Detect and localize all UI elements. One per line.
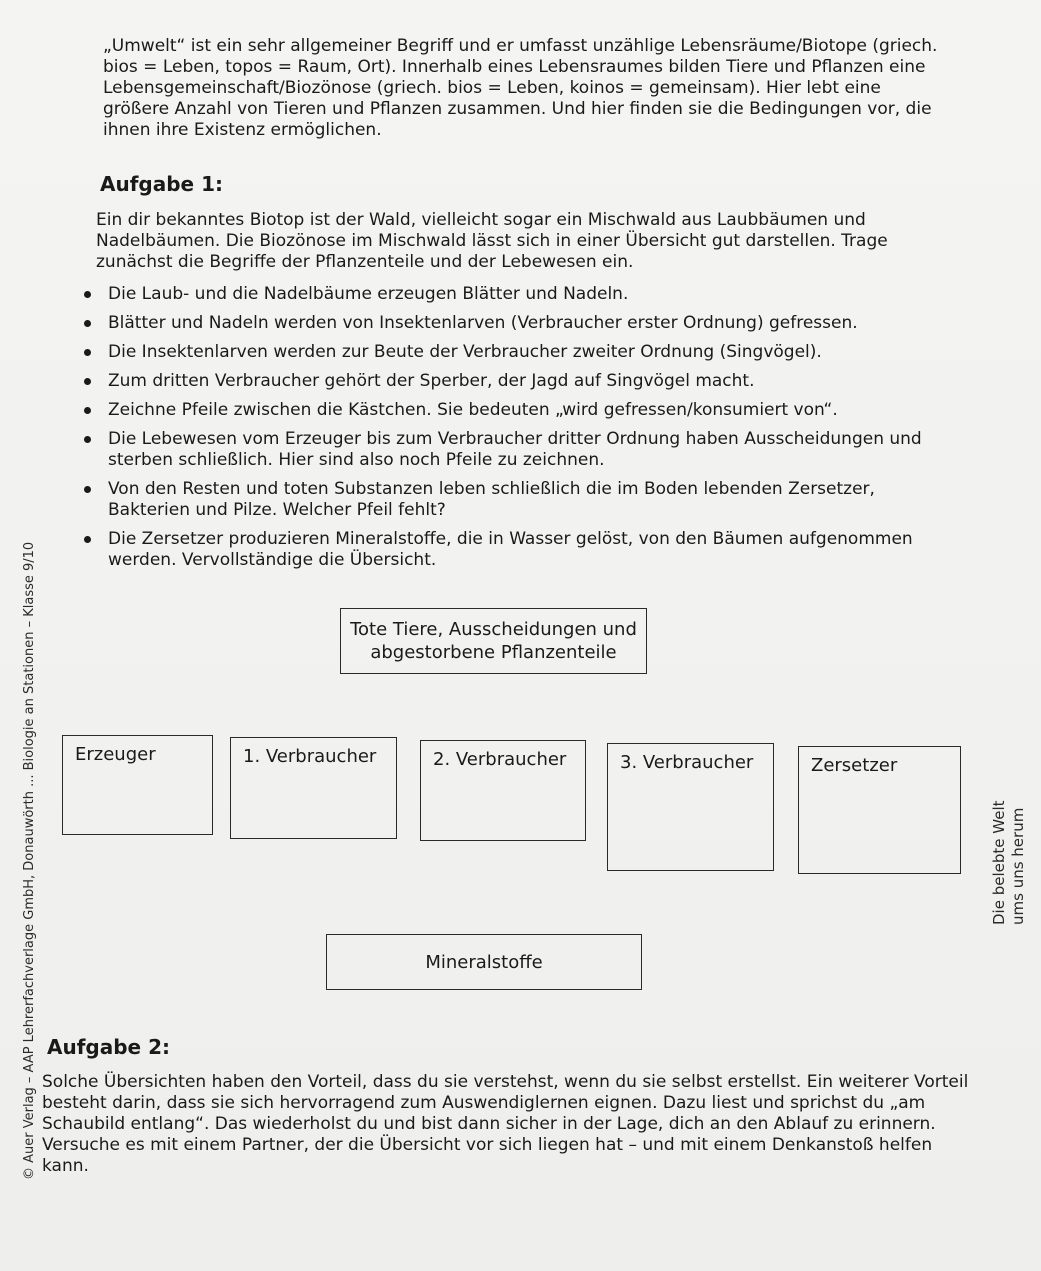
bullet-item: Die Insektenlarven werden zur Beute der Verbraucher zweiter Ordnung (Singvögel). (78, 342, 958, 363)
consumer1-box[interactable] (230, 737, 397, 839)
decomposer-label: Zersetzer (811, 755, 898, 776)
task1-heading: Aufgabe 1: (100, 172, 223, 196)
decomposer-box[interactable] (798, 746, 961, 874)
chapter-line2: ums uns herum (1009, 807, 1027, 925)
dead-matter-line1: Tote Tiere, Ausscheidungen und (350, 619, 637, 640)
task2-text: Solche Übersichten haben den Vorteil, dass du sie verstehst, wenn du sie selbst erstellst. Ein weiterer Vorteil besteht darin, dass sie sich hervorragend zum Auswendiglernen eignen. Dazu liest und sprichst du „am Schaubild entlang“. Das wiederholst du und bist dann sicher in der Lage, dich an den Ablauf zu erinnern. Versuche es mit einem Partner, der die Übersicht vor sich liegen hat – und mit einem Denkanstoß helfen kann. (42, 1072, 969, 1176)
consumer3-box[interactable] (607, 743, 774, 871)
consumer1-label: 1. Verbraucher (243, 746, 377, 767)
copyright-sidebar: © Auer Verlag – AAP Lehrerfachverlage GmbH, Donauwörth ... Biologie an Stationen – Klasse 9/10 (22, 541, 37, 1180)
bullet-item: Blätter und Nadeln werden von Insektenlarven (Verbraucher erster Ordnung) gefressen. (78, 313, 958, 334)
minerals-box (326, 934, 642, 990)
bullet-item: Zum dritten Verbraucher gehört der Sperber, der Jagd auf Singvögel macht. (78, 371, 958, 392)
bullet-item: Die Laub- und die Nadelbäume erzeugen Blätter und Nadeln. (78, 284, 958, 305)
chapter-sidebar (990, 801, 1028, 926)
dead-matter-box (340, 608, 647, 674)
chapter-line1: Die belebte Welt (990, 800, 1008, 925)
task2-heading: Aufgabe 2: (47, 1035, 170, 1059)
bullet-item: Von den Resten und toten Substanzen leben schließlich die im Boden lebenden Zersetzer, Bakterien und Pilze. Welcher Pfeil fehlt? (78, 479, 958, 521)
consumer2-box[interactable] (420, 740, 586, 841)
minerals-label: Mineralstoffe (425, 951, 543, 973)
bullet-item: Die Zersetzer produzieren Mineralstoffe, die in Wasser gelöst, von den Bäumen aufgenommen werden. Vervollständige die Übersicht. (78, 529, 958, 571)
task1-bullet-list (78, 284, 958, 579)
consumer3-label: 3. Verbraucher (620, 752, 754, 773)
consumer2-label: 2. Verbraucher (433, 749, 567, 770)
dead-matter-line2: abgestorbene Pflanzenteile (370, 642, 617, 663)
bullet-item: Die Lebewesen vom Erzeuger bis zum Verbraucher dritter Ordnung haben Ausscheidungen und sterben schließlich. Hier sind also noch Pfeile zu zeichnen. (78, 429, 958, 471)
bullet-item: Zeichne Pfeile zwischen die Kästchen. Sie bedeuten „wird gefressen/konsumiert von“. (78, 400, 958, 421)
producer-label: Erzeuger (75, 744, 156, 765)
intro-paragraph: „Umwelt“ ist ein sehr allgemeiner Begriff und er umfasst unzählige Lebensräume/Biotope (griech. bios = Leben, topos = Raum, Ort). Innerhalb eines Lebensraumes bilden Tiere und Pflanzen eine Lebensgemeinschaft/Biozönose (griech. bios = Leben, koinos = gemeinsam). Hier lebt eine größere Anzahl von Tieren und Pflanzen zusammen. Und hier finden sie die Bedingungen vor, die ihnen ihre Existenz ermöglichen. (103, 36, 938, 140)
producer-box[interactable] (62, 735, 213, 835)
task1-text: Ein dir bekanntes Biotop ist der Wald, vielleicht sogar ein Mischwald aus Laubbäumen und Nadelbäumen. Die Biozönose im Mischwald lässt sich in einer Übersicht gut darstellen. Trage zunächst die Begriffe der Pflanzenteile und der Lebewesen ein. (96, 210, 888, 272)
